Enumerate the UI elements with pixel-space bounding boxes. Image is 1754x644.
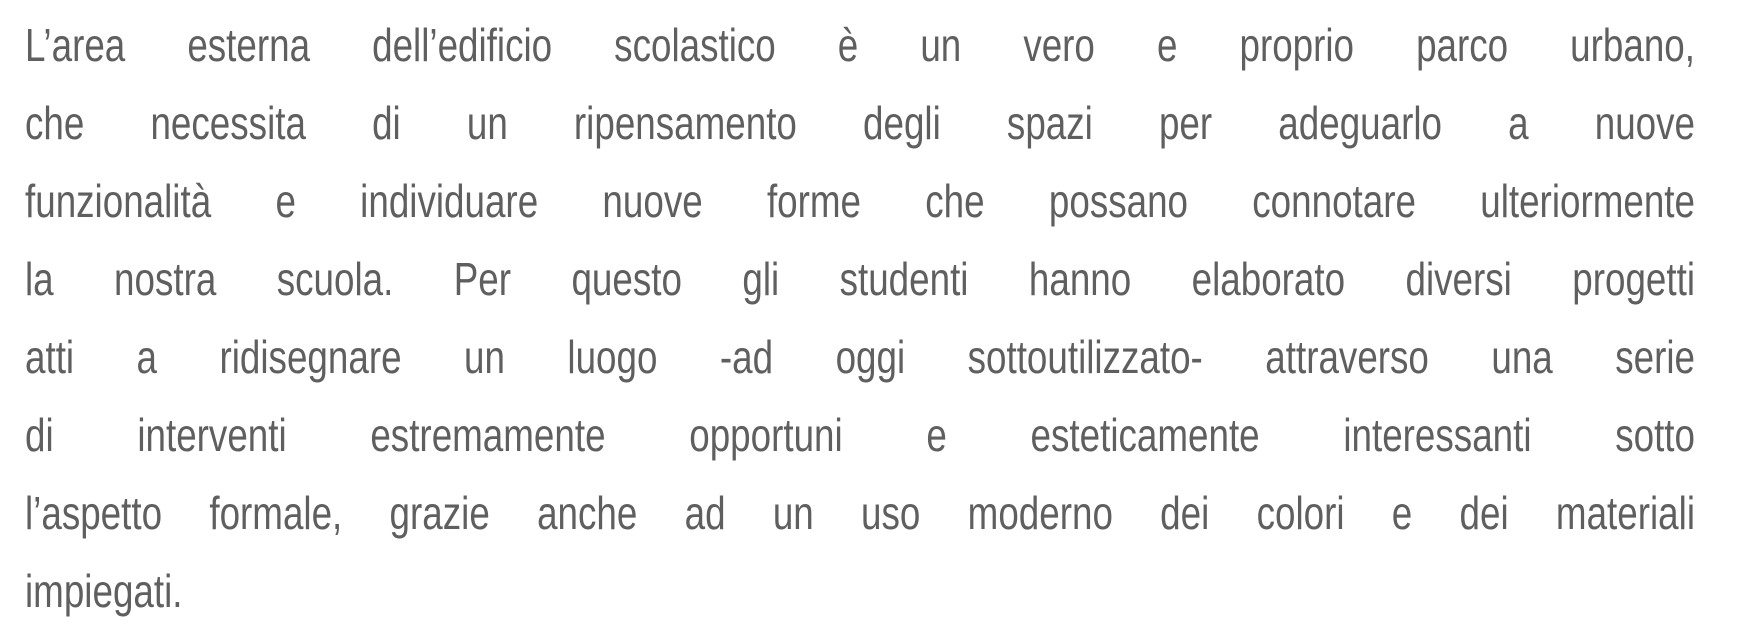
paragraph-line-2: che necessita di un ripensamento degli spazi per adeguarlo a nuove <box>25 97 1695 149</box>
paragraph-line-6: di interventi estremamente opportuni e esteticamente interessanti sotto <box>25 409 1695 461</box>
paragraph-line-7: l’aspetto formale, grazie anche ad un uso moderno dei colori e dei materiali <box>25 487 1695 539</box>
paragraph-line-8: impiegati. <box>25 565 183 617</box>
paragraph-line-4: la nostra scuola. Per questo gli studenti hanno elaborato diversi progetti <box>25 253 1695 305</box>
body-paragraph <box>25 6 1695 630</box>
paragraph-line-5: atti a ridisegnare un luogo -ad oggi sottoutilizzato- attraverso una serie <box>25 331 1695 383</box>
paragraph-line-3: funzionalità e individuare nuove forme che possano connotare ulteriormente <box>25 175 1695 227</box>
paragraph-line-1: L’area esterna dell’edificio scolastico è un vero e proprio parco urbano, <box>25 19 1695 71</box>
